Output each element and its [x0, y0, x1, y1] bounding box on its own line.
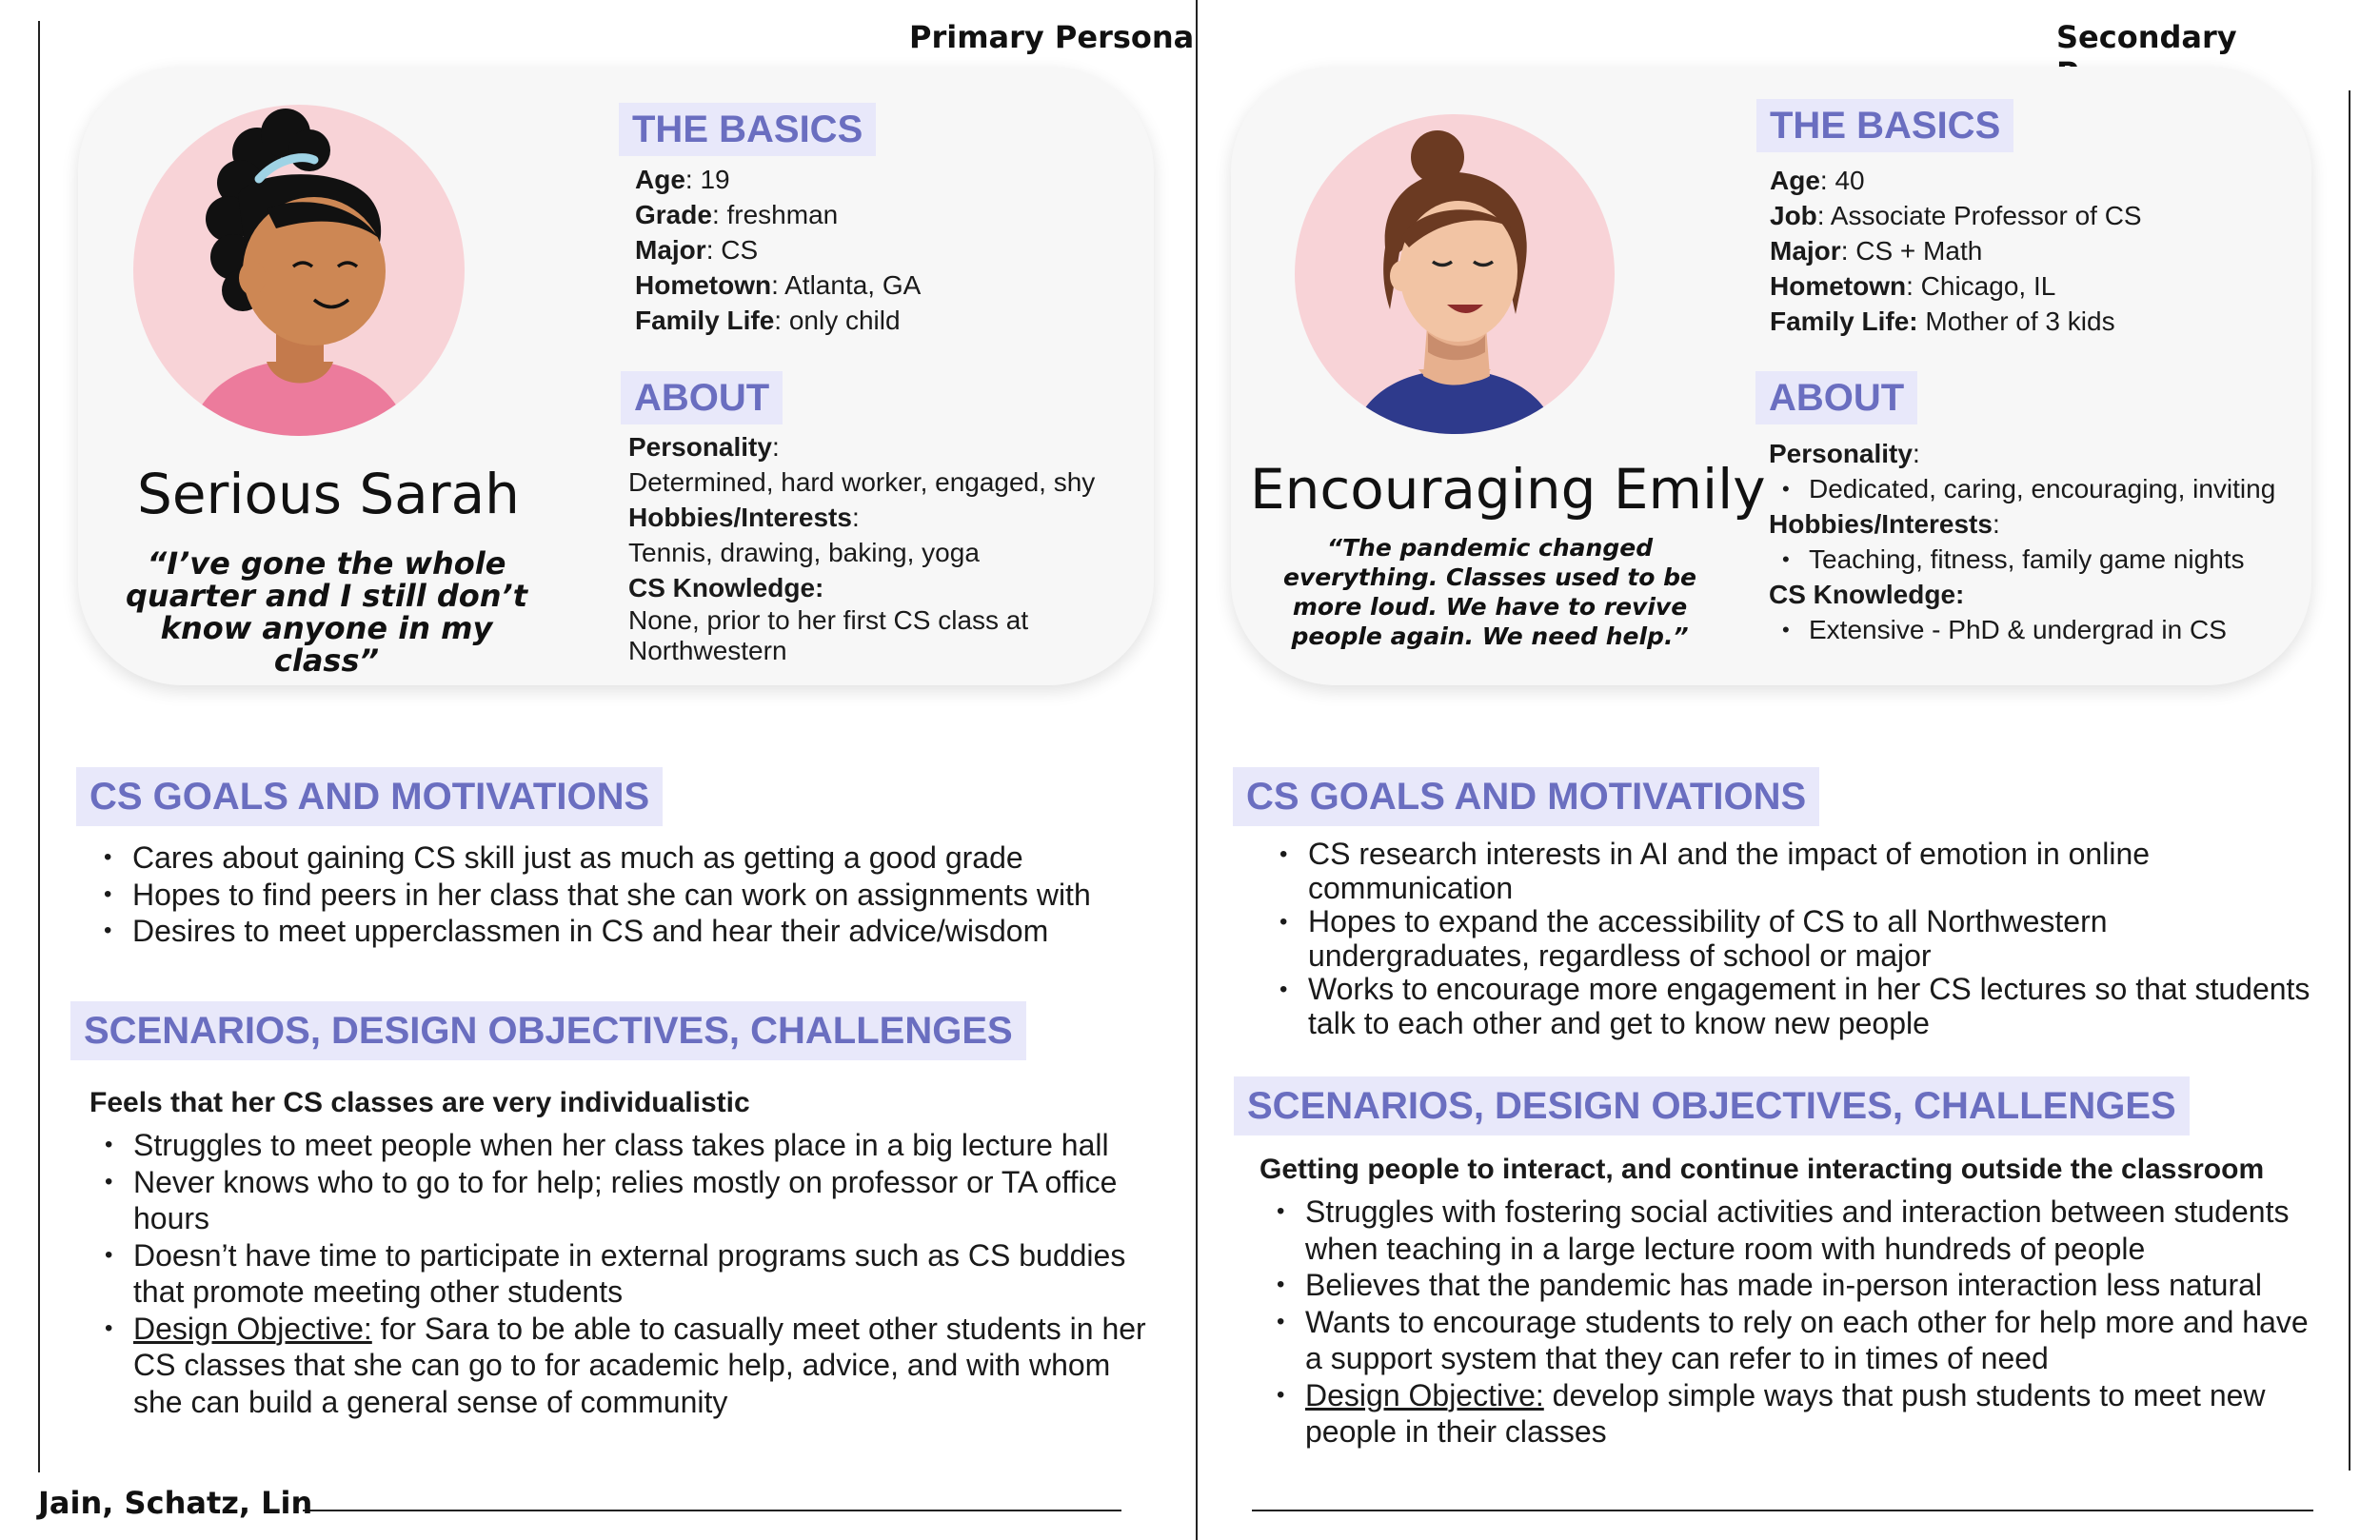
- secondary-about-section: Personality: • Dedicated, caring, encouraging, inviting Hobbies/Interests: • Teaching, fitness, family game nights CS Knowledge: • Extensive - PhD & undergrad in CS: [1769, 436, 2302, 647]
- primary-basics-row: Major: CS: [635, 235, 759, 265]
- list-item: • Doesn’t have time to participate in external programs such as CS buddies that promote meeting other students: [72, 1237, 1158, 1311]
- primary-personality: Determined, hard worker, engaged, shy: [628, 467, 1096, 497]
- secondary-scenarios-list: [1244, 1194, 2325, 1451]
- sarah-illustration: [133, 105, 465, 436]
- list-item: • Wants to encourage students to rely on each other for help more and have a support system that they can refer to in times of need: [1244, 1304, 2325, 1377]
- secondary-basics-title: THE BASICS: [1756, 99, 2013, 152]
- center-divider-line: [1196, 0, 1198, 1540]
- primary-basics-row: Hometown: Atlanta, GA: [635, 270, 922, 300]
- sarah-avatar: [133, 105, 465, 436]
- secondary-scenarios-title: SCENARIOS, DESIGN OBJECTIVES, CHALLENGES: [1234, 1076, 2190, 1135]
- list-item: • Never knows who to go to for help; relies mostly on professor or TA office hours: [72, 1164, 1158, 1237]
- primary-goals-title: CS GOALS AND MOTIVATIONS: [76, 767, 663, 826]
- design-objective-label: Design Objective:: [133, 1311, 372, 1346]
- footer-line-right: [1252, 1510, 2313, 1511]
- primary-knowledge: None, prior to her first CS class at Northwestern: [628, 605, 1029, 665]
- primary-scenarios-list: [72, 1127, 1158, 1420]
- secondary-persona-label: Secondary: [2056, 19, 2237, 55]
- list-item: • Works to encourage more engagement in her CS lectures so that students talk to each other and get to know new people: [1247, 973, 2323, 1040]
- footer-authors: Jain, Schatz, Lin: [38, 1485, 313, 1521]
- primary-basics-row: Grade: freshman: [635, 200, 839, 229]
- primary-about-section: Personality: Determined, hard worker, engaged, shy Hobbies/Interests: Tennis, drawing, baking, yoga CS Knowledge: None, prior to her first CS class at Northwestern: [628, 429, 1142, 666]
- primary-hobbies: Tennis, drawing, baking, yoga: [628, 538, 980, 567]
- secondary-persona-name: Encouraging Emily: [1250, 457, 1766, 522]
- right-border-line: [2349, 90, 2350, 1471]
- left-border-line: [38, 21, 40, 1472]
- primary-about-title: ABOUT: [621, 371, 783, 424]
- footer-line-left: [303, 1510, 1121, 1511]
- secondary-basics-row: Hometown: Chicago, IL: [1770, 271, 2056, 301]
- secondary-basics-row: Major: CS + Math: [1770, 236, 1983, 266]
- primary-basics-row: Family Life: only child: [635, 306, 901, 335]
- list-item: • Desires to meet upperclassmen in CS and hear their advice/wisdom: [71, 913, 1147, 950]
- primary-persona-quote: “I’ve gone the whole quarter and I still don’t know anyone in my class”: [126, 545, 527, 679]
- secondary-basics-row: Age: 40: [1770, 166, 1865, 195]
- list-item: • CS research interests in AI and the impact of emotion in online communication: [1247, 838, 2323, 905]
- secondary-basics-row: Job: Associate Professor of CS: [1770, 201, 2142, 230]
- list-item: • Struggles with fostering social activities and interaction between students when teaching in a large lecture room with hundreds of people: [1244, 1194, 2325, 1267]
- list-item: • Cares about gaining CS skill just as much as getting a good grade: [71, 839, 1147, 877]
- primary-basics-list: [635, 162, 921, 338]
- list-item: • Hopes to find peers in her class that she can work on assignments with: [71, 877, 1147, 914]
- emily-illustration: [1295, 114, 1615, 434]
- primary-basics-row: Age: 19: [635, 165, 730, 194]
- design-objective-label: Design Objective:: [1305, 1377, 1544, 1412]
- list-item: • Design Objective: develop simple ways that push students to meet new people in their classes: [1244, 1377, 2325, 1451]
- secondary-knowledge: • Extensive - PhD & undergrad in CS: [1769, 612, 2302, 647]
- primary-persona-label: Primary Persona: [909, 19, 1195, 55]
- list-item: • Hopes to expand the accessibility of CS to all Northwestern undergraduates, regardless of school or major: [1247, 905, 2323, 973]
- secondary-persona-quote: “The pandemic changed everything. Classes used to be more loud. We have to revive people again. We need help.”: [1282, 534, 1697, 650]
- emily-avatar: [1295, 114, 1615, 434]
- secondary-basics-list: [1770, 163, 2142, 339]
- secondary-basics-row: Family Life: Mother of 3 kids: [1770, 306, 2115, 336]
- primary-basics-title: THE BASICS: [619, 103, 876, 156]
- secondary-about-title: ABOUT: [1755, 371, 1917, 424]
- secondary-hobbies: • Teaching, fitness, family game nights: [1769, 542, 2302, 577]
- primary-scenarios-title: SCENARIOS, DESIGN OBJECTIVES, CHALLENGES: [70, 1001, 1026, 1060]
- list-item: • Believes that the pandemic has made in-person interaction less natural: [1244, 1267, 2325, 1304]
- secondary-personality: • Dedicated, caring, encouraging, inviting: [1769, 471, 2302, 506]
- list-item: • Struggles to meet people when her class takes place in a big lecture hall: [72, 1127, 1158, 1164]
- secondary-goals-list: [1247, 838, 2323, 1040]
- primary-goals-list: [71, 839, 1147, 950]
- primary-persona-name: Serious Sarah: [137, 462, 520, 526]
- secondary-scenario-heading: Getting people to interact, and continue interacting outside the classroom: [1259, 1154, 2265, 1185]
- primary-scenario-heading: Feels that her CS classes are very individualistic: [89, 1087, 750, 1118]
- list-item: • Design Objective: for Sara to be able to casually meet other students in her CS classes that she can go to for academic help, advice, and with whom she can build a general sense of community: [72, 1311, 1158, 1421]
- secondary-goals-title: CS GOALS AND MOTIVATIONS: [1233, 767, 1819, 826]
